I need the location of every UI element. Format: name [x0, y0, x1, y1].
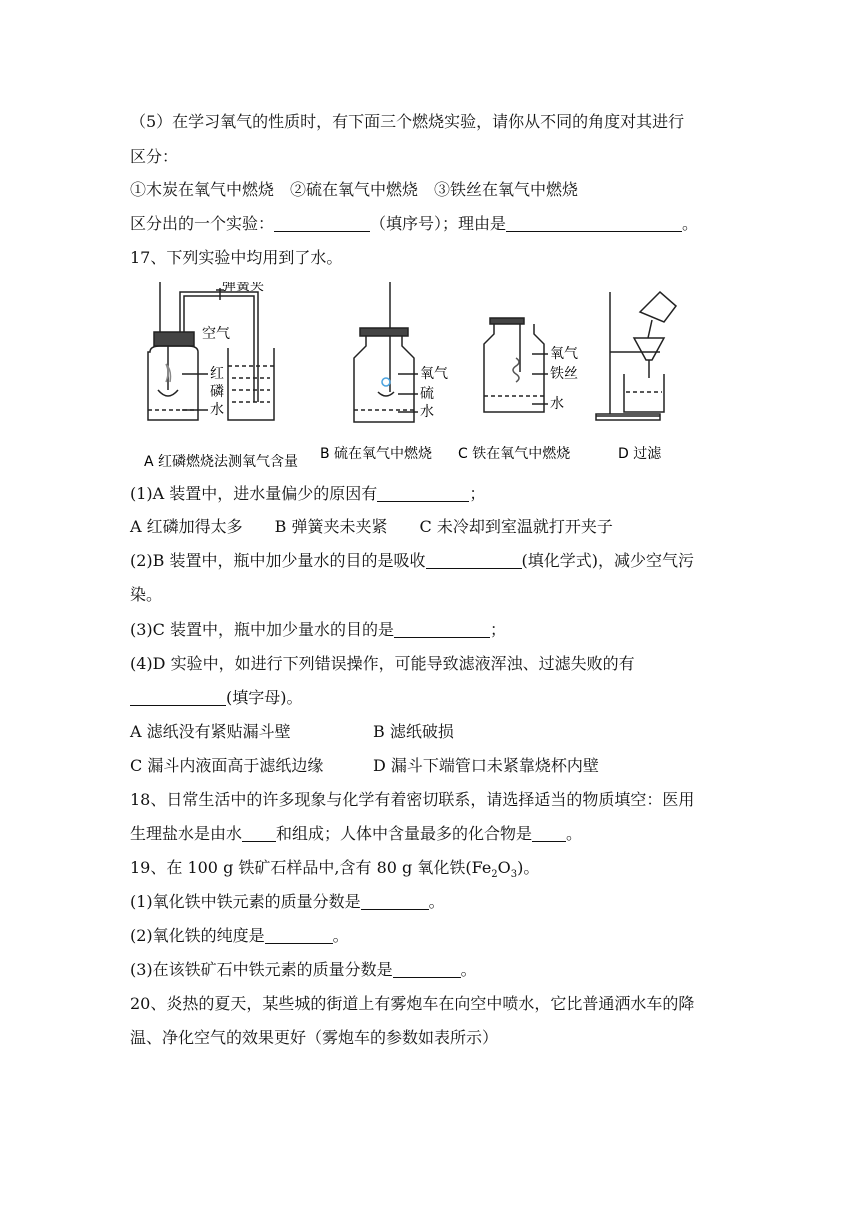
label-air: 空气 — [202, 326, 230, 342]
answer-blank[interactable] — [274, 215, 370, 232]
answer-blank[interactable] — [242, 825, 276, 842]
caption-c: C 铁在氧气中燃烧 — [458, 446, 571, 462]
q17-p4-option-b: B 滤纸破损 — [373, 722, 454, 741]
q17-p3: (3)C 装置中，瓶中加少量水的目的是 ； — [130, 620, 507, 639]
answer-blank[interactable] — [393, 961, 461, 978]
q20-line1: 20、炎热的夏天，某些城的街道上有雾炮车在向空中喷水，它比普通洒水车的降 — [130, 994, 695, 1013]
q17-p4-option-d: D 漏斗下端管口未紧靠烧杯内壁 — [373, 756, 599, 775]
q18-line1: 18、日常生活中的许多现象与化学有着密切联系，请选择适当的物质填空：医用 — [130, 790, 695, 809]
figure-c — [484, 318, 548, 412]
caption-a: A 红磷燃烧法测氧气含量 — [144, 454, 299, 470]
q17-p4-blank-line: (填字母)。 — [130, 688, 303, 708]
q17-p4: (4)D 实验中，如进行下列错误操作，可能导致滤液浑浊、过滤失败的有 — [130, 654, 635, 673]
figure-d — [596, 292, 676, 420]
answer-blank[interactable] — [265, 927, 333, 944]
answer-blank[interactable] — [394, 621, 490, 638]
answer-blank[interactable] — [506, 215, 682, 232]
q19-title: 19、在 100 g 铁矿石样品中,含有 80 g 氧化铁$(Fe_2O_3)$。 — [130, 858, 540, 881]
q20-line2: 温、净化空气的效果更好（雾炮车的参数如表所示） — [130, 1028, 499, 1047]
figure-b — [354, 282, 418, 422]
q17-title: 17、下列实验中均用到了水。 — [130, 248, 343, 267]
q17-p1-options: A 红磷加得太多 B 弹簧夹未夹紧 C 未冷却到室温就打开夹子 — [130, 517, 613, 536]
answer-blank[interactable] — [361, 893, 429, 910]
q19-p3: (3)在该铁矿石中铁元素的质量分数是 。 — [130, 960, 477, 979]
label-water-a: 水 — [210, 402, 224, 418]
q17-p4-option-a: A 滤纸没有紧贴漏斗壁 — [130, 722, 291, 741]
label-oxygen-b: 氧气 — [420, 366, 448, 382]
answer-blank[interactable] — [130, 689, 226, 706]
label-red: 红 — [210, 366, 224, 382]
label-iron-wire: 铁丝 — [550, 366, 578, 382]
caption-d: D 过滤 — [618, 446, 662, 462]
label-water-b: 水 — [420, 404, 434, 420]
q17-p2-cont: 染。 — [130, 585, 163, 604]
experiment-figures — [140, 282, 680, 472]
label-sulfur: 硫 — [420, 386, 434, 402]
experiment-diagram — [140, 282, 680, 472]
caption-b: B 硫在氧气中燃烧 — [320, 446, 433, 462]
q16-5-options: ①木炭在氧气中燃烧 ②硫在氧气中燃烧 ③铁丝在氧气中燃烧 — [130, 180, 579, 199]
q16-5-line2: 区分： — [130, 147, 179, 166]
q17-p1: (1)A 装置中，进水量偏少的原因有 ； — [130, 484, 486, 503]
answer-blank[interactable] — [532, 825, 566, 842]
label-oxygen-c: 氧气 — [550, 346, 578, 362]
q16-5-answer-line: 区分出的一个实验： （填序号）；理由是 。 — [130, 214, 699, 233]
q19-p1: (1)氧化铁中铁元素的质量分数是 。 — [130, 892, 445, 911]
q19-p2: (2)氧化铁的纯度是 。 — [130, 926, 349, 945]
label-phosphorus: 磷 — [210, 384, 224, 400]
q17-p4-option-c: C 漏斗内液面高于滤纸边缘 — [130, 756, 324, 775]
q17-p2: (2)B 装置中，瓶中加少量水的目的是吸收 (填化学式)，减少空气污 — [130, 551, 695, 570]
answer-blank[interactable] — [377, 485, 469, 502]
q18-line2: 生理盐水是由水 和组成；人体中含量最多的化合物是 。 — [130, 824, 583, 843]
q16-5-line1: （5）在学习氧气的性质时，有下面三个燃烧实验，请你从不同的角度对其进行 — [130, 112, 685, 131]
label-water-c: 水 — [550, 396, 564, 412]
label-spring-clip: 弹簧夹 — [222, 282, 264, 294]
answer-blank[interactable] — [426, 552, 522, 569]
